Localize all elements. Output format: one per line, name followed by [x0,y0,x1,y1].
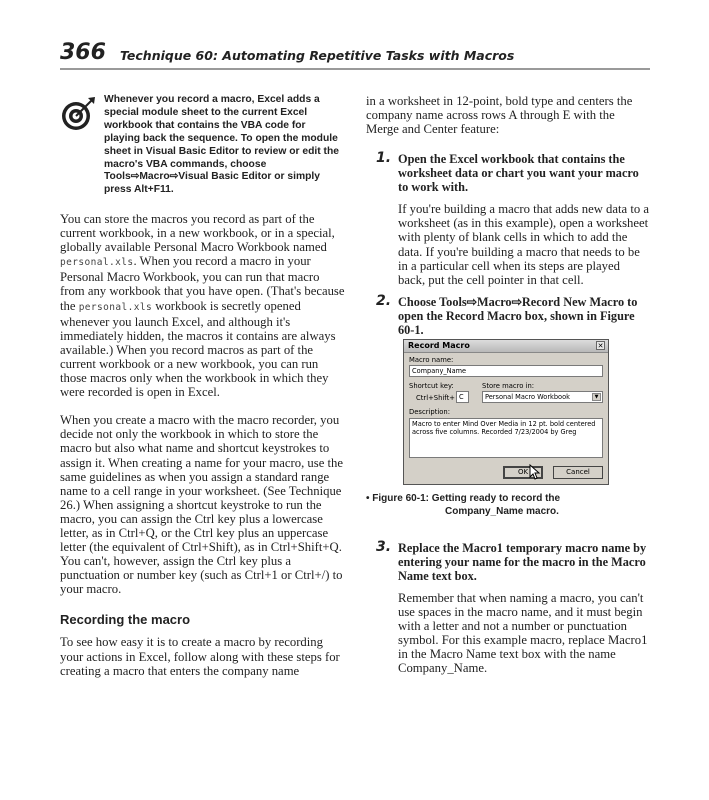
section-heading: Recording the macro [60,612,191,628]
paragraph-continuation: in a worksheet in 12-point, bold type and centers the company name across rows A through E with the Merge and Center feature: [366,94,633,137]
figure-caption [366,492,650,518]
caption-line-1: • Figure 60-1: Getting ready to record the [366,493,561,504]
running-head: Technique 60: Automating Repetitive Tasks with Macros [120,48,515,63]
header-rule [60,68,650,70]
code-personal-xls: personal.xls [60,257,134,269]
step-body: Remember that when naming a macro, you can't use spaces in the macro name, and it must begin with a letter and not a number or punctuation symbol. For this example macro, replace Macro1 in the Macro Name text box with the name Company_Name. [398,590,648,676]
paragraph-storage-part2: . When you record a macro in your Personal Macro Workbook, you can run that macro from any workbook that you have open. (That's because the [60,254,345,313]
step-heading: Replace the Macro1 temporary macro name by entering your name for the macro in the Macro Name text box. [398,540,647,583]
shortcut-prefix: Ctrl+Shift+ [416,394,455,402]
close-icon[interactable]: ✕ [597,342,604,350]
left-column [60,94,345,678]
macro-name-label: Macro name: [409,356,454,364]
tip-box [60,94,345,202]
step-number: 2. [376,292,392,309]
record-macro-dialog [403,339,609,485]
step-body: If you're building a macro that adds new data to a worksheet (as in this example), open a worksheet with plenty of blank cells in which to add the data. If you're building a macro that needs to be in a particular cell when its steps are played back, put the cell pointer in that cell. [398,202,650,287]
store-macro-value: Personal Macro Workbook [485,393,570,401]
description-label: Description: [409,408,451,416]
shortcut-key-label: Shortcut key: [409,382,454,390]
step-1 [366,152,650,287]
step-number: 1. [376,150,392,167]
shortcut-key-input[interactable]: C [456,391,469,403]
cancel-button[interactable]: Cancel [553,466,603,479]
step-heading: Open the Excel workbook that contains the worksheet data or chart you want your macro to work with. [398,152,639,195]
page-number: 366 [60,40,106,65]
dialog-title-bar [404,340,608,353]
target-icon [60,96,96,132]
macro-name-input[interactable]: Company_Name [409,365,603,377]
paragraph-recording-intro: To see how easy it is to create a macro by recording your actions in Excel, follow along with these steps for creating a macro that enters the company name [60,635,340,678]
ok-button[interactable]: OK [503,466,543,479]
paragraph-storage-part1: You can store the macros you record as part of the current workbook, in a new workbook, or in a special, globally available Personal Macro Workbook named [60,212,335,255]
paragraph-naming: When you create a macro with the macro recorder, you decide not only the workbook in which to store the macro but also what name and shortcut keystrokes to assign it. When creating a name for your macro, use the same guidelines as when you assign a standard range name to a cell range in your worksheet. (See Technique 26.) When assigning a shortcut keystroke to run the macro, you can assign the Ctrl key plus a lowercase letter, as in Ctrl+Q, or the Ctrl key plus an uppercase letter (the equivalent of Ctrl+Shift), as in Ctrl+Shift+Q. You can't, however, assign the Ctrl key plus a punctuation or number key (such as Ctrl+1 or Ctrl+/) to your macro. [60,413,344,597]
description-input[interactable]: Macro to enter Mind Over Media in 12 pt. bold centered across five columns. Recorded 7/23/2004 by Greg [409,418,603,458]
step-heading: Choose Tools⇨Macro⇨Record New Macro to open the Record Macro box, shown in Figure 60-1. [398,294,638,337]
step-number: 3. [376,538,392,555]
paragraph-storage [60,212,345,399]
caption-line-2: Company_Name macro. [445,506,559,517]
step-2 [366,292,650,337]
chevron-down-icon[interactable]: ▼ [592,393,601,401]
paragraph-storage-part3: workbook is secretly opened whenever you launch Excel, and although it's immediately hidden, the macros it contains are always available.) When you record macros as part of the current workbook or a new workbook, you can run those macros only when the workbook in which they were recorded is open in Excel. [60,298,336,400]
code-personal-xls-2: personal.xls [78,301,153,313]
mouse-pointer-icon [529,464,541,480]
step-3 [366,538,650,676]
store-macro-label: Store macro in: [482,382,535,390]
dialog-title: Record Macro [408,341,470,350]
page-header [60,40,650,70]
store-macro-select[interactable] [482,391,603,403]
tip-text: Whenever you record a macro, Excel adds a special module sheet to the current Excel workbook that contains the VBA code for playing back the sequence. To open the module sheet in Visual Basic Editor to review or edit the macro's VBA commands, choose Tools⇨Macro⇨Visual Basic Editor or simply press Alt+F11. [104,94,339,196]
